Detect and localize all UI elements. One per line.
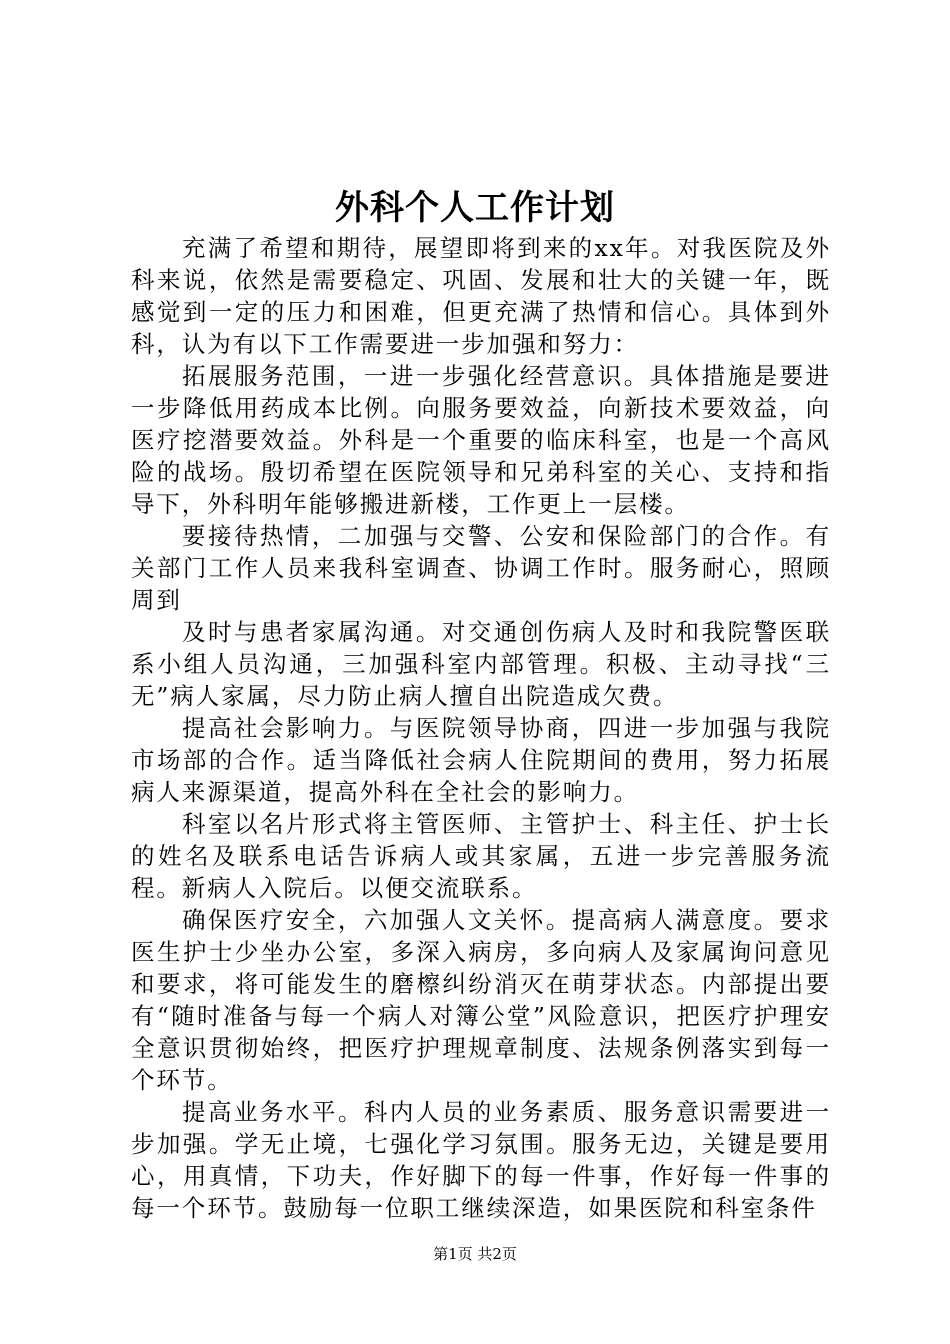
paragraph-3: 要接待热情，二加强与交警、公安和保险部门的合作。有关部门工作人员来我科室调查、协调工作时。服务耐心，照顾周到 bbox=[131, 522, 831, 614]
paragraph-8: 提高业务水平。科内人员的业务素质、服务意识需要进一步加强。学无止境，七强化学习氛围。服务无边，关键是要用心，用真情，下功夫，作好脚下的每一件事，作好每一件事的每一个环节。鼓励每一位职工继续深造，如果医院和科室条件 bbox=[131, 1098, 831, 1222]
paragraph-7: 确保医疗安全，六加强人文关怀。提高病人满意度。要求医生护士少坐办公室，多深入病房，多向病人及家属询问意见和要求，将可能发生的磨檫纠纷消灭在萌芽状态。内部提出要有“随时准备与每一个病人对簿公堂”风险意识，把医疗护理安全意识贯彻始终，把医疗护理规章制度、法规条例落实到每一个环节。 bbox=[131, 906, 831, 1094]
document-body bbox=[131, 232, 831, 1224]
paragraph-5: 提高社会影响力。与医院领导协商，四进一步加强与我院市场部的合作。适当降低社会病人住院期间的费用，努力拓展病人来源渠道，提高外科在全社会的影响力。 bbox=[131, 714, 831, 806]
paragraph-2: 拓展服务范围，一进一步强化经营意识。具体措施是要进一步降低用药成本比例。向服务要效益，向新技术要效益，向医疗挖潜要效益。外科是一个重要的临床科室，也是一个高风险的战场。殷切希望在医院领导和兄弟科室的关心、支持和指导下，外科明年能够搬进新楼，工作更上一层楼。 bbox=[131, 362, 831, 518]
paragraph-1: 充满了希望和期待，展望即将到来的xx年。对我医院及外科来说，依然是需要稳定、巩固、发展和壮大的关键一年，既感觉到一定的压力和困难，但更充满了热情和信心。具体到外科，认为有以下工作需要进一步加强和努力： bbox=[131, 234, 831, 358]
document-title: 外科个人工作计划 bbox=[335, 188, 615, 228]
page-number-footer: 第1页 共2页 bbox=[433, 1245, 517, 1263]
paragraph-4: 及时与患者家属沟通。对交通创伤病人及时和我院警医联系小组人员沟通，三加强科室内部管理。积极、主动寻找“三无”病人家属，尽力防止病人擅自出院造成欠费。 bbox=[131, 618, 831, 710]
paragraph-6: 科室以名片形式将主管医师、主管护士、科主任、护士长的姓名及联系电话告诉病人或其家属，五进一步完善服务流程。新病人入院后。以便交流联系。 bbox=[131, 810, 831, 902]
